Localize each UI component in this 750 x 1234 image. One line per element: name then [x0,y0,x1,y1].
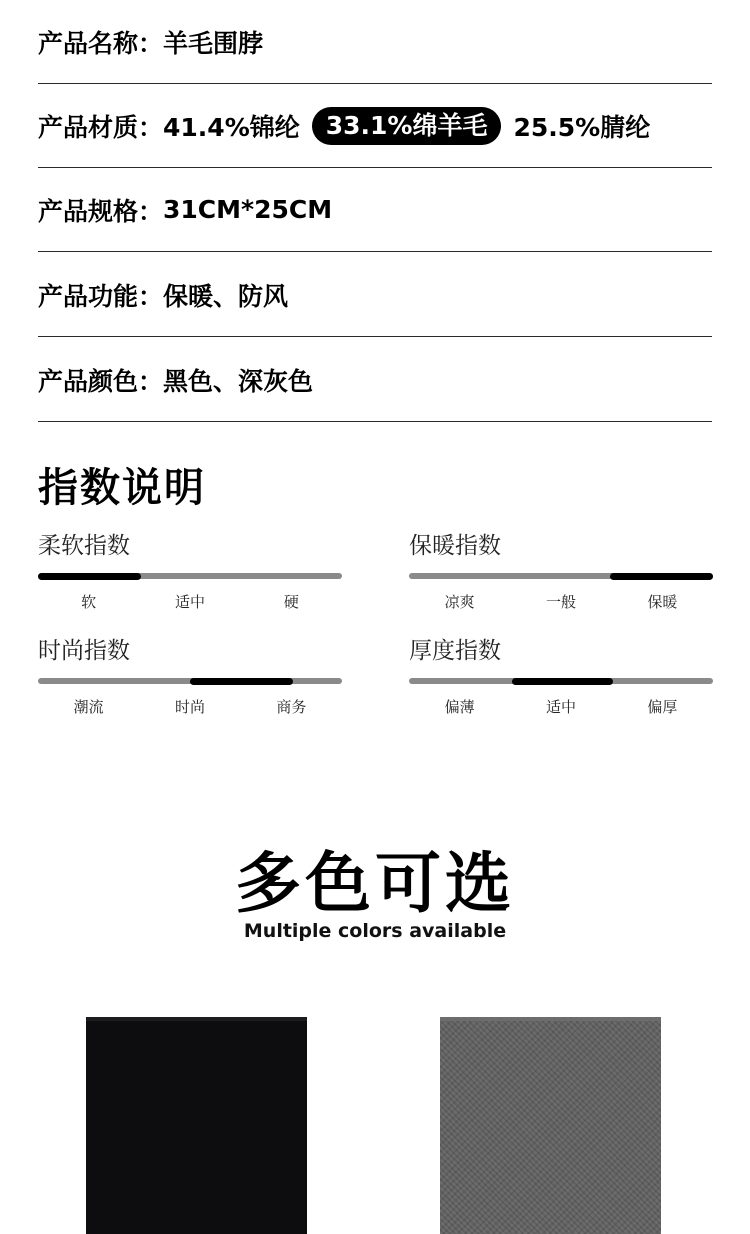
spec-value: 黑色、深灰色 [163,366,314,396]
gauge-ticks [409,591,713,613]
gauge-title: 柔软指数 [38,533,130,559]
gauge-track [409,678,713,684]
gauge-tick-label: 凉爽 [444,593,475,611]
gauge-fill [38,573,141,580]
gauge-ticks [409,696,713,718]
spec-row-material [38,84,712,168]
spec-row-name [38,0,712,84]
gauge-fill [512,678,612,685]
spec-value: 羊毛围脖 [163,28,264,58]
gauge-tick-label: 适中 [545,698,577,716]
spec-row-size [38,168,712,252]
gauge-ticks [38,591,342,613]
gauge-warmth [409,531,713,613]
gauge-tick-label: 适中 [174,593,206,611]
gauge-tick-label: 商务 [276,698,307,716]
colors-heading: 多色可选 [235,845,515,922]
gauge-tick-label: 软 [81,593,97,611]
section-title-index: 指数说明 [38,465,206,511]
spec-value: 保暖、防风 [163,281,289,311]
spec-label: 产品名称： [38,28,164,58]
gauge-tick-label: 潮流 [73,698,104,716]
gauge-track [409,573,713,579]
gauge-title: 厚度指数 [409,638,501,664]
color-swatch-black[interactable] [86,1017,307,1234]
gauge-thickness [409,636,713,718]
spec-row-function [38,253,712,337]
gauge-title: 时尚指数 [38,638,130,664]
gauge-title: 保暖指数 [409,533,501,559]
gauge-track [38,678,342,684]
material-part-nylon: 41.4%锦纶 [163,112,300,142]
material-part-wool-highlight: 33.1%绵羊毛 [312,107,502,145]
spec-label: 产品颜色： [38,366,164,396]
spec-label: 产品材质： [38,112,164,142]
spec-row-color [38,338,712,422]
spec-label: 产品规格： [38,196,164,226]
gauge-fashion [38,636,342,718]
gauge-tick-label: 保暖 [647,593,678,611]
gauge-tick-label: 一般 [545,593,577,611]
spec-value: 31CM*25CM [163,195,333,224]
gauge-tick-label: 硬 [283,593,299,611]
gauge-ticks [38,696,342,718]
material-part-acrylic: 25.5%腈纶 [513,112,651,142]
gauge-track [38,573,342,579]
gauge-tick-label: 时尚 [174,698,206,716]
spec-label: 产品功能： [38,281,164,311]
gauge-softness [38,531,342,613]
gauge-tick-label: 偏厚 [647,698,678,716]
gauge-fill [610,573,713,580]
color-swatch-dark-gray[interactable] [440,1017,661,1234]
gauge-tick-label: 偏薄 [444,698,475,716]
colors-subheading: Multiple colors available [243,920,507,942]
gauge-fill [190,678,293,685]
